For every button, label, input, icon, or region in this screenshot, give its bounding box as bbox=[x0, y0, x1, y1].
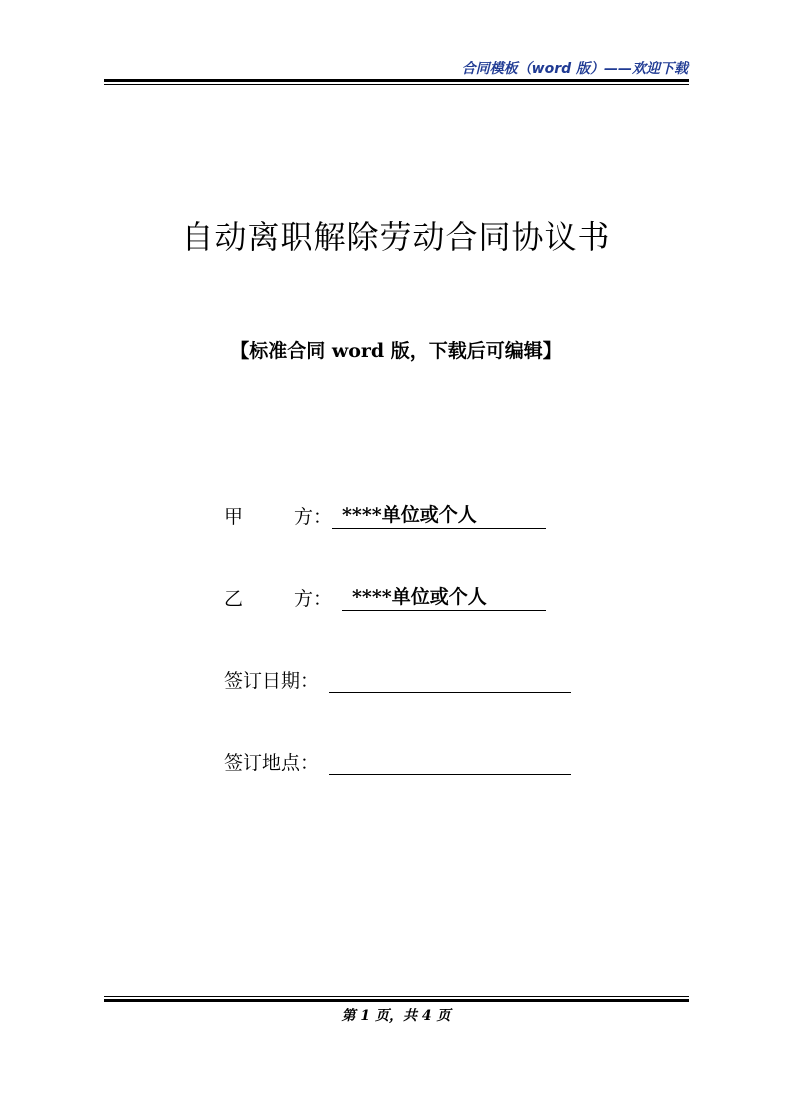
party-b-label bbox=[224, 584, 332, 611]
party-b-label-suffix: 方： bbox=[293, 588, 332, 610]
sign-place-label: 签订地点： bbox=[224, 752, 320, 774]
header-text: 合同模板（word 版）——欢迎下载 bbox=[461, 61, 688, 77]
footer-rule-thin bbox=[104, 996, 689, 997]
sign-date-label: 签订日期： bbox=[224, 670, 320, 692]
sign-date-field bbox=[224, 666, 571, 693]
sign-place-value[interactable] bbox=[329, 749, 571, 775]
party-a-value[interactable]: ****单位或个人 bbox=[332, 503, 546, 529]
party-a-field bbox=[224, 502, 546, 529]
party-b-value[interactable]: ****单位或个人 bbox=[342, 585, 546, 611]
header-rule-thick bbox=[104, 79, 689, 82]
party-a-label-suffix: 方： bbox=[293, 506, 332, 528]
header-rule-thin bbox=[104, 84, 689, 85]
party-b-field bbox=[224, 584, 546, 611]
party-b-label-char: 乙 bbox=[224, 588, 244, 610]
page-number: 第 1 页，共 4 页 bbox=[341, 1008, 451, 1024]
party-a-label bbox=[224, 502, 332, 529]
sign-date-value[interactable] bbox=[329, 667, 571, 693]
footer-rule-thick bbox=[104, 999, 689, 1002]
document-title: 自动离职解除劳动合同协议书 bbox=[181, 218, 611, 256]
sign-place-field bbox=[224, 748, 571, 775]
document-subtitle: 【标准合同 word 版，下载后可编辑】 bbox=[230, 340, 562, 362]
party-a-label-char: 甲 bbox=[224, 506, 244, 528]
